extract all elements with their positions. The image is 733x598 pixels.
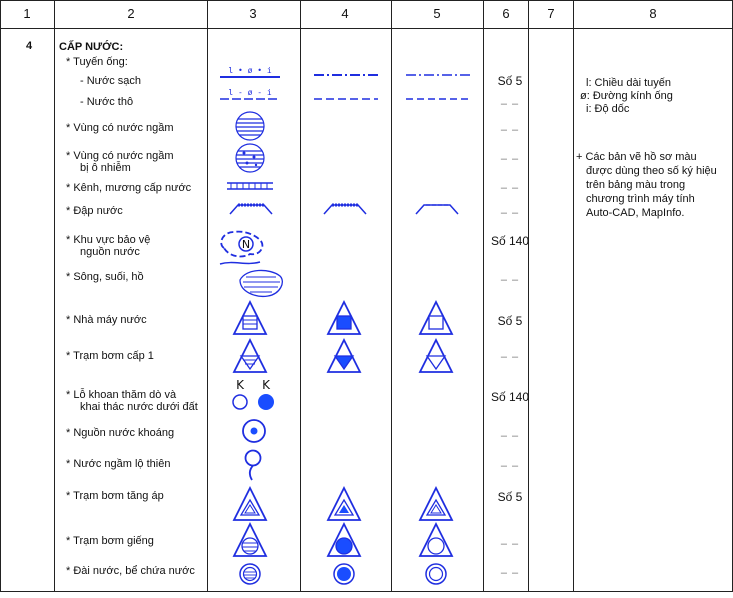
header-col-8: 8 [649,6,657,21]
item-well-line2: khai thác nước dưới đất [80,401,198,413]
well-symbol [228,378,278,414]
item-dam: * Đập nước [66,205,123,217]
code-groundwater: – – [500,124,520,136]
polluted-groundwater-symbol [234,142,266,174]
well-pump-symbol-col4 [326,522,362,558]
header-col-1: 1 [23,6,31,21]
spring-symbol [243,448,263,482]
clean-pipe-symbol-col5 [404,70,472,80]
header-col-3: 3 [249,6,257,21]
header-col-6: 6 [502,6,510,21]
row-number: 4 [26,40,33,52]
header-col-2: 2 [127,6,135,21]
note-slope: i: Độ dốc [586,103,630,115]
col-border [207,0,208,592]
booster-pump-symbol-col4 [326,486,362,522]
code-tower: – – [500,567,520,579]
code-wellpump: – – [500,538,520,550]
note-color-line2: được dùng theo số ký hiệu [586,165,717,177]
pump1-symbol-col5 [418,338,454,374]
mineral-water-symbol [241,418,267,444]
note-color-line5: Auto-CAD, MapInfo. [586,207,685,219]
code-polluted: – – [500,153,520,165]
col-border [483,0,484,592]
code-well: Số 140 [490,390,530,404]
water-plant-symbol-col3 [232,300,268,336]
item-wellpump: * Trạm bơm giếng [66,535,154,547]
water-tower-symbol-col3 [238,562,262,586]
item-booster: * Trạm bơm tăng áp [66,490,164,502]
item-pump1: * Trạm bơm cấp 1 [66,350,154,362]
note-color-line3: trên bảng màu trong [586,179,686,191]
raw-pipe-label: l - ø - i [228,88,272,97]
item-protect-line1: * Khu vực bảo vệ [66,234,151,246]
water-tower-symbol-col4 [332,562,356,586]
header-col-7: 7 [547,6,555,21]
code-raw: – – [500,98,520,110]
note-color-line4: chương trình máy tính [586,193,695,205]
dam-symbol-col5 [414,200,460,216]
item-tower: * Đài nước, bể chứa nước [66,565,195,577]
code-clean: Số 5 [497,74,523,88]
raw-pipe-symbol [215,86,285,108]
booster-pump-symbol-col5 [418,486,454,522]
code-protect: Số 140 [490,234,530,248]
section-title: CẤP NƯỚC: [59,41,124,53]
table-bottom-border [0,591,733,592]
well-pump-symbol-col5 [418,522,454,558]
header-col-4: 4 [341,6,349,21]
code-mineral: – – [500,430,520,442]
dam-symbol-col4 [322,200,368,216]
item-raw: - Nước thô [80,96,134,108]
pump1-symbol-col3 [232,338,268,374]
note-diameter: ø: Đường kính ống [580,90,673,102]
well-pump-symbol-col3 [232,522,268,558]
canal-symbol [225,180,275,192]
item-polluted-line2: bị ô nhiễm [80,162,131,174]
table-top-border [0,0,733,1]
item-polluted-line1: * Vùng có nước ngầm [66,150,174,162]
river-lake-symbol [236,268,286,302]
well-letter-open: K [236,378,244,392]
note-length: l: Chiều dài tuyến [586,77,671,89]
water-protection-symbol [216,226,288,266]
groundwater-symbol [234,110,266,142]
clean-pipe-label: l • ø • i [228,66,272,75]
water-plant-symbol-col5 [418,300,454,336]
code-spring: – – [500,460,520,472]
col-border [573,0,574,592]
item-river: * Sông, suối, hồ [66,271,144,283]
code-plant: Số 5 [497,314,523,328]
item-groundwater: * Vùng có nước ngầm [66,122,174,134]
water-tower-symbol-col5 [424,562,448,586]
note-color-line1: + Các bản vẽ hồ sơ màu [576,151,697,163]
pump1-symbol-col4 [326,338,362,374]
dam-symbol-col3 [228,200,274,216]
code-booster: Số 5 [497,490,523,504]
code-canal: – – [500,182,520,194]
code-dam: – – [500,207,520,219]
protection-letter: N [241,238,251,251]
col-border [54,0,55,592]
header-col-5: 5 [433,6,441,21]
item-well-line1: * Lỗ khoan thăm dò và [66,389,177,401]
raw-pipe-symbol-col5 [404,94,472,104]
item-canal: * Kênh, mương cấp nước [66,182,192,194]
col-border [300,0,301,592]
item-spring: * Nước ngầm lộ thiên [66,458,171,470]
col-border [391,0,392,592]
clean-pipe-symbol [215,64,285,86]
item-mineral: * Nguồn nước khoáng [66,427,175,439]
booster-pump-symbol-col3 [232,486,268,522]
header-bottom-border [0,28,733,29]
raw-pipe-symbol-col4 [312,94,380,104]
code-pump1: – – [500,351,520,363]
item-pipes: * Tuyến ống: [66,56,128,68]
col-border [0,0,1,592]
clean-pipe-symbol-col4 [312,70,380,80]
well-letter-filled: K [262,378,270,392]
item-plant: * Nhà máy nước [66,314,147,326]
water-plant-symbol-col4 [326,300,362,336]
code-river: – – [500,274,520,286]
item-protect-line2: nguồn nước [80,246,140,258]
item-clean: - Nước sạch [80,75,142,87]
